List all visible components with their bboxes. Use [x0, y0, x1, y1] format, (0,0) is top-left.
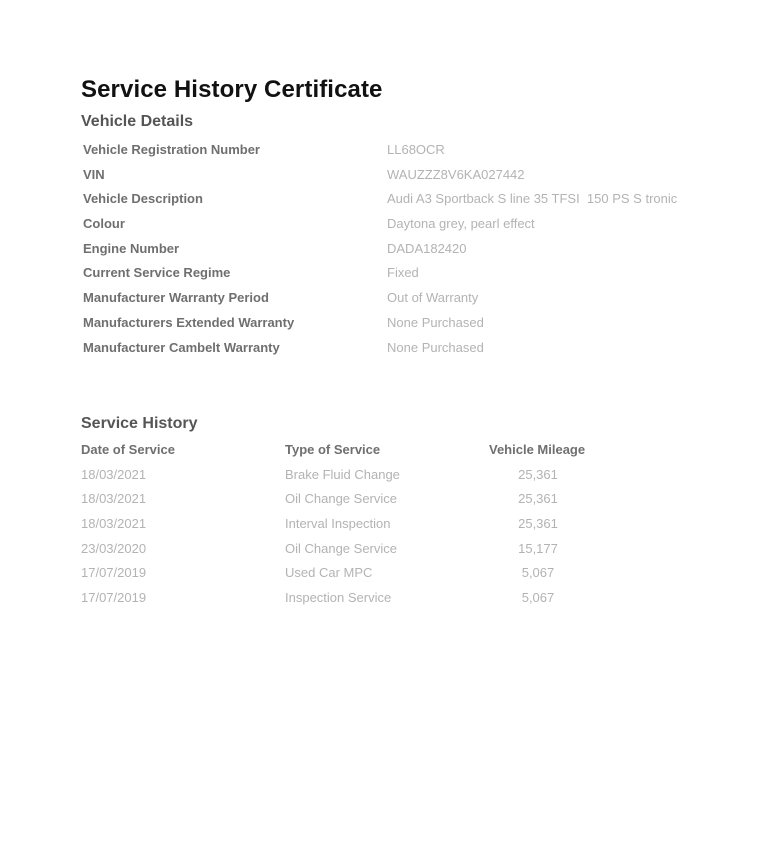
detail-row-cambelt-warranty [83, 340, 723, 365]
service-date: 18/03/2021 [81, 516, 147, 532]
detail-label: Current Service Regime [83, 265, 231, 281]
service-type: Brake Fluid Change [285, 466, 400, 482]
detail-value: None Purchased [387, 314, 484, 330]
table-row [81, 541, 641, 566]
table-row [81, 565, 641, 590]
detail-label: Manufacturers Extended Warranty [83, 314, 295, 330]
detail-value: DADA182420 [387, 240, 467, 256]
detail-value: Fixed [387, 265, 419, 281]
vehicle-details-heading: Vehicle Details [81, 113, 194, 130]
page-title: Service History Certificate [81, 76, 383, 103]
service-mileage: 25,361 [518, 491, 558, 507]
service-history-table [81, 442, 641, 615]
detail-row-service-regime [83, 265, 723, 290]
detail-value: None Purchased [387, 339, 484, 355]
service-date: 18/03/2021 [81, 466, 147, 482]
service-mileage: 25,361 [518, 516, 558, 532]
detail-value: Out of Warranty [387, 290, 479, 306]
table-row [81, 467, 641, 492]
detail-row-colour [83, 216, 723, 241]
detail-label: VIN [83, 166, 105, 182]
detail-row-extended-warranty [83, 315, 723, 340]
vehicle-details-list [83, 142, 723, 364]
detail-row-vin [83, 167, 723, 192]
detail-value: Daytona grey, pearl effect [387, 216, 535, 232]
table-row [81, 491, 641, 516]
detail-value: LL68OCR [387, 142, 445, 157]
detail-label: Vehicle Registration Number [83, 142, 260, 157]
detail-label: Engine Number [83, 240, 180, 256]
table-header [81, 442, 641, 467]
detail-label: Manufacturer Warranty Period [83, 290, 269, 306]
detail-row-registration [83, 142, 723, 167]
service-type: Oil Change Service [285, 540, 397, 556]
service-mileage: 5,067 [521, 590, 555, 606]
detail-label: Colour [83, 216, 125, 232]
service-type: Used Car MPC [285, 565, 373, 581]
column-header-date: Date of Service [81, 442, 175, 457]
service-mileage: 15,177 [518, 540, 558, 556]
service-date: 18/03/2021 [81, 491, 147, 507]
column-header-mileage: Vehicle Mileage [489, 442, 586, 457]
detail-row-description [83, 191, 723, 216]
detail-row-engine-number [83, 241, 723, 266]
detail-label: Manufacturer Cambelt Warranty [83, 339, 280, 355]
detail-value: Audi A3 Sportback S line 35 TFSI 150 PS S tronic [387, 191, 678, 207]
detail-value: WAUZZZ8V6KA027442 [387, 166, 525, 182]
service-history-heading: Service History [81, 415, 198, 432]
service-date: 17/07/2019 [81, 590, 147, 606]
table-row [81, 516, 641, 541]
detail-label: Vehicle Description [83, 191, 203, 207]
service-date: 23/03/2020 [81, 540, 147, 556]
service-type: Inspection Service [285, 590, 392, 606]
service-date: 17/07/2019 [81, 565, 147, 581]
column-header-type: Type of Service [285, 442, 381, 457]
table-row [81, 590, 641, 615]
service-mileage: 5,067 [521, 565, 555, 581]
service-type: Oil Change Service [285, 491, 397, 507]
service-type: Interval Inspection [285, 516, 391, 532]
service-mileage: 25,361 [518, 466, 558, 482]
detail-row-warranty-period [83, 290, 723, 315]
